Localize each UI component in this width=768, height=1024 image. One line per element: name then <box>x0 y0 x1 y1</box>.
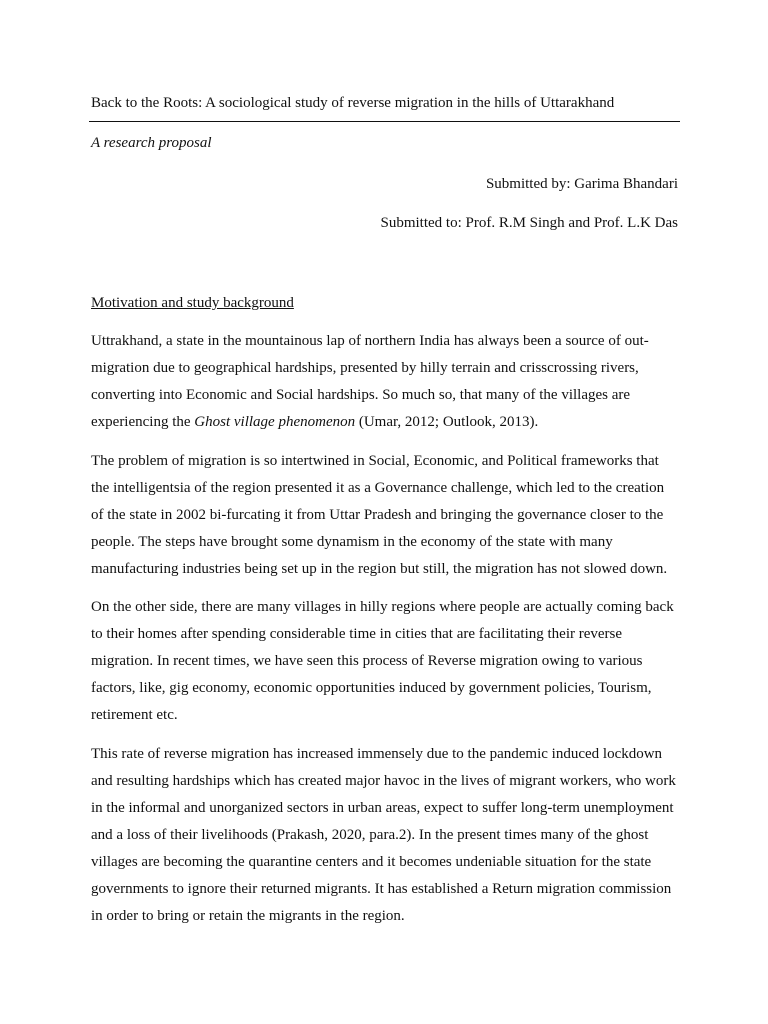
submitted-to: Submitted to: Prof. R.M Singh and Prof. L.K Das <box>380 215 678 231</box>
paragraph-line: people. The steps have brought some dynamism in the economy of the state with many <box>91 534 613 550</box>
paragraph-line: to their homes after spending considerable time in cities that are facilitating their reverse <box>91 626 623 642</box>
inline-citation: (Umar, 2012; Outlook, 2013). <box>355 414 539 430</box>
paragraph-line: villages are becoming the quarantine centers and it becomes undeniable situation for the state <box>91 854 652 870</box>
paragraph-line: in the informal and unorganized sectors in urban areas, expect to suffer long-term unemployment <box>91 800 674 816</box>
paragraph-line: Uttrakhand, a state in the mountainous lap of northern India has always been a source of out- <box>91 333 649 349</box>
paragraph-line: retirement etc. <box>91 707 178 723</box>
paragraph-3 <box>91 594 691 729</box>
paragraph-1 <box>91 328 691 436</box>
paragraph-line: factors, like, gig economy, economic opportunities induced by government policies, Tourism, <box>91 680 652 696</box>
paragraph-line: the intelligentsia of the region presented it as a Governance challenge, which led to the creation <box>91 480 665 496</box>
paragraph-line: manufacturing industries being set up in the region but still, the migration has not slowed down. <box>91 561 668 577</box>
section-heading: Motivation and study background <box>91 295 294 311</box>
inline-text: experiencing the <box>91 414 195 430</box>
paragraph-line: of the state in 2002 bi-furcating it from Uttar Pradesh and bringing the governance closer to the <box>91 507 664 523</box>
paragraph-line: On the other side, there are many villages in hilly regions where people are actually coming back <box>91 599 674 615</box>
title-divider <box>89 121 680 122</box>
paragraph-line: and a loss of their livelihoods (Prakash, 2020, para.2). In the present times many of the ghost <box>91 827 649 843</box>
paragraph-line: in order to bring or retain the migrants in the region. <box>91 908 405 924</box>
paragraph-line: migration due to geographical hardships, presented by hilly terrain and crisscrossing rivers, <box>91 360 639 376</box>
paragraph-line: and resulting hardships which has created major havoc in the lives of migrant workers, who work <box>91 773 676 789</box>
document-title: Back to the Roots: A sociological study of reverse migration in the hills of Uttarakhand <box>91 95 615 111</box>
paragraph-line: converting into Economic and Social hardships. So much so, that many of the villages are <box>91 387 631 403</box>
document-subtitle: A research proposal <box>91 135 212 151</box>
paragraph-line: migration. In recent times, we have seen this process of Reverse migration owing to various <box>91 653 643 669</box>
paragraph-line: governments to ignore their returned migrants. It has established a Return migration commission <box>91 881 672 897</box>
paragraph-line <box>91 409 691 436</box>
paragraph-2 <box>91 448 691 583</box>
paragraph-4 <box>91 741 691 930</box>
paragraph-line: The problem of migration is so intertwined in Social, Economic, and Political frameworks that <box>91 453 659 469</box>
submitted-by: Submitted by: Garima Bhandari <box>485 176 678 192</box>
paragraph-line: This rate of reverse migration has increased immensely due to the pandemic induced lockdown <box>91 746 663 762</box>
italic-term: Ghost village phenomenon <box>194 414 356 430</box>
